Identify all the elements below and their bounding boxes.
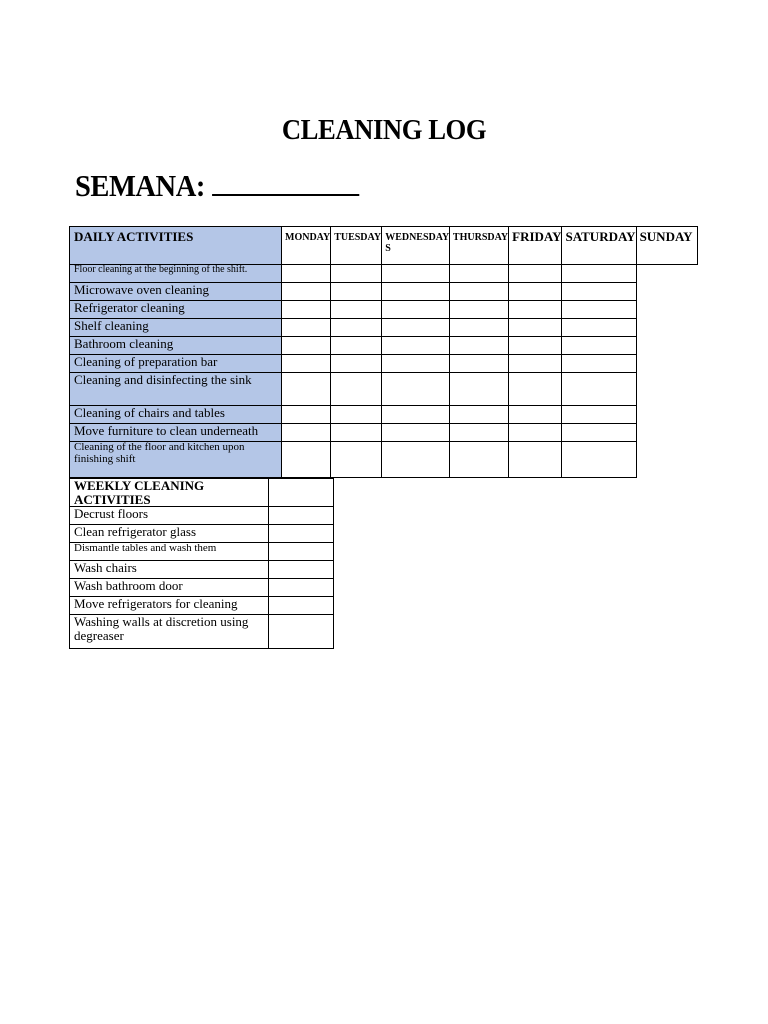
day-header-friday: FRIDAY bbox=[509, 227, 562, 265]
table-row bbox=[70, 265, 698, 283]
daily-activity-label: Cleaning and disinfecting the sink bbox=[70, 373, 282, 406]
check-cell[interactable] bbox=[509, 283, 562, 301]
table-row bbox=[70, 319, 698, 337]
table-row bbox=[70, 507, 334, 525]
check-cell[interactable] bbox=[382, 355, 450, 373]
table-row bbox=[70, 525, 334, 543]
check-cell[interactable] bbox=[562, 319, 636, 337]
check-cell[interactable] bbox=[282, 355, 331, 373]
table-row bbox=[70, 561, 334, 579]
daily-activity-label: Cleaning of chairs and tables bbox=[70, 406, 282, 424]
check-cell[interactable] bbox=[449, 319, 508, 337]
table-row bbox=[70, 442, 698, 478]
check-cell[interactable] bbox=[282, 373, 331, 406]
daily-header-row bbox=[70, 227, 698, 265]
check-cell[interactable] bbox=[449, 442, 508, 478]
check-cell[interactable] bbox=[331, 373, 382, 406]
check-cell[interactable] bbox=[282, 442, 331, 478]
table-row bbox=[70, 406, 698, 424]
weekly-activities-header: WEEKLY CLEANING ACTIVITIES bbox=[70, 479, 269, 507]
check-cell[interactable] bbox=[331, 319, 382, 337]
check-cell[interactable] bbox=[562, 424, 636, 442]
check-cell[interactable] bbox=[282, 424, 331, 442]
week-label: SEMANA: bbox=[75, 168, 205, 203]
daily-activity-label: Move furniture to clean underneath bbox=[70, 424, 282, 442]
check-cell[interactable] bbox=[562, 301, 636, 319]
week-blank-line[interactable] bbox=[212, 168, 359, 196]
check-cell[interactable] bbox=[382, 442, 450, 478]
check-cell[interactable] bbox=[282, 406, 331, 424]
day-header-sunday: SUNDAY bbox=[636, 227, 697, 265]
check-cell[interactable] bbox=[331, 406, 382, 424]
check-cell[interactable] bbox=[509, 373, 562, 406]
check-cell[interactable] bbox=[269, 597, 334, 615]
check-cell[interactable] bbox=[449, 337, 508, 355]
daily-activity-label: Bathroom cleaning bbox=[70, 337, 282, 355]
check-cell[interactable] bbox=[449, 424, 508, 442]
table-row bbox=[70, 579, 334, 597]
weekly-activities-table bbox=[69, 478, 334, 649]
week-label-line bbox=[75, 168, 359, 204]
check-cell[interactable] bbox=[636, 265, 697, 283]
check-cell[interactable] bbox=[636, 283, 697, 301]
check-cell[interactable] bbox=[269, 561, 334, 579]
check-cell[interactable] bbox=[282, 301, 331, 319]
check-cell[interactable] bbox=[562, 283, 636, 301]
check-cell[interactable] bbox=[636, 373, 697, 406]
check-cell[interactable] bbox=[636, 424, 697, 442]
table-row bbox=[70, 543, 334, 561]
check-cell[interactable] bbox=[382, 424, 450, 442]
check-cell[interactable] bbox=[331, 442, 382, 478]
check-cell[interactable] bbox=[382, 301, 450, 319]
check-cell[interactable] bbox=[282, 319, 331, 337]
check-cell[interactable] bbox=[269, 507, 334, 525]
check-cell[interactable] bbox=[382, 283, 450, 301]
check-cell[interactable] bbox=[282, 265, 331, 283]
daily-activity-label: Floor cleaning at the beginning of the shift. bbox=[70, 265, 282, 283]
weekly-activity-label: Dismantle tables and wash them bbox=[70, 543, 269, 561]
weekly-activity-label: Washing walls at discretion using degreaser bbox=[70, 615, 269, 649]
check-cell[interactable] bbox=[331, 355, 382, 373]
check-cell[interactable] bbox=[562, 442, 636, 478]
weekly-activity-label: Wash chairs bbox=[70, 561, 269, 579]
weekly-activity-label: Move refrigerators for cleaning bbox=[70, 597, 269, 615]
table-row bbox=[70, 597, 334, 615]
day-header-tuesday: TUESDAY bbox=[331, 227, 382, 265]
check-cell[interactable] bbox=[331, 301, 382, 319]
check-cell[interactable] bbox=[269, 543, 334, 561]
daily-activities-table bbox=[69, 226, 698, 478]
check-cell[interactable] bbox=[509, 355, 562, 373]
check-cell[interactable] bbox=[269, 525, 334, 543]
check-cell[interactable] bbox=[331, 265, 382, 283]
table-row bbox=[70, 373, 698, 406]
check-cell[interactable] bbox=[562, 406, 636, 424]
weekly-activity-label: Wash bathroom door bbox=[70, 579, 269, 597]
check-cell[interactable] bbox=[636, 442, 697, 478]
check-cell[interactable] bbox=[331, 424, 382, 442]
daily-activity-label: Shelf cleaning bbox=[70, 319, 282, 337]
weekly-activity-label: Decrust floors bbox=[70, 507, 269, 525]
day-header-wednesday: WEDNESDAY S bbox=[382, 227, 450, 265]
check-cell[interactable] bbox=[331, 337, 382, 355]
table-row bbox=[70, 337, 698, 355]
check-cell[interactable] bbox=[636, 319, 697, 337]
check-cell[interactable] bbox=[562, 355, 636, 373]
day-header-saturday: SATURDAY bbox=[562, 227, 636, 265]
check-cell[interactable] bbox=[636, 301, 697, 319]
check-cell[interactable] bbox=[382, 265, 450, 283]
check-cell[interactable] bbox=[509, 319, 562, 337]
check-cell[interactable] bbox=[449, 301, 508, 319]
check-cell[interactable] bbox=[382, 406, 450, 424]
check-cell[interactable] bbox=[562, 337, 636, 355]
daily-activities-header: DAILY ACTIVITIES bbox=[70, 227, 282, 265]
check-cell[interactable] bbox=[269, 579, 334, 597]
check-cell[interactable] bbox=[269, 615, 334, 649]
check-cell[interactable] bbox=[509, 424, 562, 442]
weekly-header-row bbox=[70, 479, 334, 507]
daily-activity-label: Cleaning of preparation bar bbox=[70, 355, 282, 373]
check-cell[interactable] bbox=[562, 373, 636, 406]
check-cell[interactable] bbox=[282, 283, 331, 301]
check-cell[interactable] bbox=[382, 373, 450, 406]
day-header-thursday: THURSDAY bbox=[449, 227, 508, 265]
check-cell[interactable] bbox=[331, 283, 382, 301]
check-cell[interactable] bbox=[509, 442, 562, 478]
table-row bbox=[70, 355, 698, 373]
check-cell[interactable] bbox=[636, 406, 697, 424]
check-cell[interactable] bbox=[282, 337, 331, 355]
check-cell[interactable] bbox=[509, 406, 562, 424]
table-row bbox=[70, 424, 698, 442]
daily-activity-label: Cleaning of the floor and kitchen upon finishing shift bbox=[70, 442, 282, 478]
table-row bbox=[70, 615, 334, 649]
check-cell[interactable] bbox=[509, 301, 562, 319]
check-cell[interactable] bbox=[382, 319, 450, 337]
check-cell[interactable] bbox=[449, 373, 508, 406]
check-cell[interactable] bbox=[449, 265, 508, 283]
check-cell[interactable] bbox=[509, 337, 562, 355]
document-title: CLEANING LOG bbox=[281, 114, 487, 146]
weekly-activity-label: Clean refrigerator glass bbox=[70, 525, 269, 543]
table-row bbox=[70, 283, 698, 301]
check-cell[interactable] bbox=[562, 265, 636, 283]
check-cell[interactable] bbox=[509, 265, 562, 283]
check-cell[interactable] bbox=[636, 337, 697, 355]
table-row bbox=[70, 301, 698, 319]
check-cell[interactable] bbox=[382, 337, 450, 355]
day-header-monday: MONDAY bbox=[282, 227, 331, 265]
check-cell[interactable] bbox=[449, 355, 508, 373]
daily-activity-label: Refrigerator cleaning bbox=[70, 301, 282, 319]
check-cell[interactable] bbox=[636, 355, 697, 373]
check-cell[interactable] bbox=[269, 479, 334, 507]
check-cell[interactable] bbox=[449, 406, 508, 424]
daily-activity-label: Microwave oven cleaning bbox=[70, 283, 282, 301]
check-cell[interactable] bbox=[449, 283, 508, 301]
